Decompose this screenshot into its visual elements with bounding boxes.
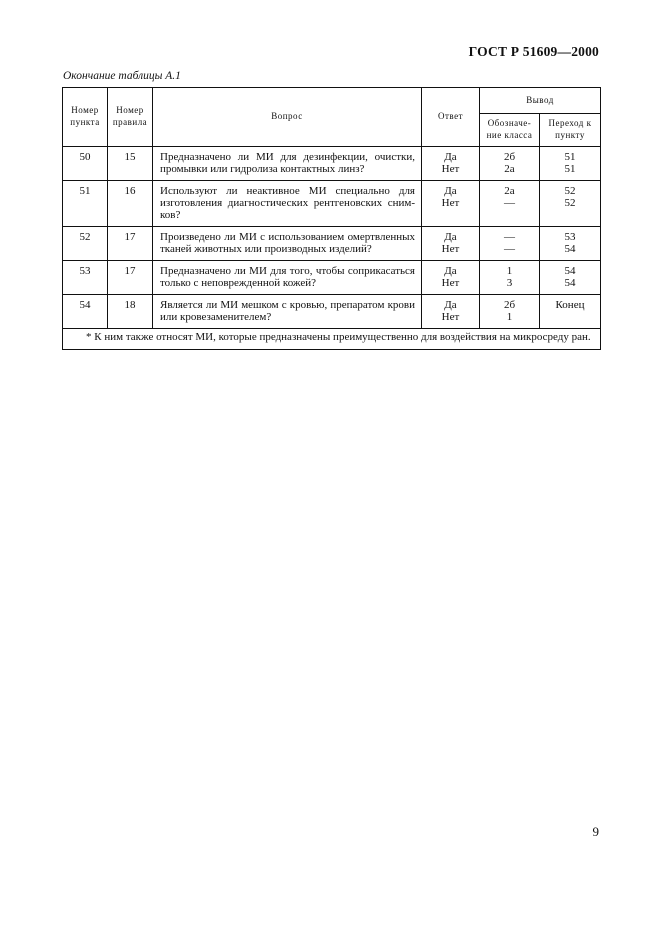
answer-cell: Да Нет bbox=[422, 295, 480, 329]
item-number: 53 bbox=[63, 261, 108, 295]
header-item-number: Номер пункта bbox=[63, 88, 108, 147]
header-go-to: Переход к пункту bbox=[540, 114, 601, 147]
rule-number: 16 bbox=[108, 181, 153, 227]
page-number: 9 bbox=[592, 824, 599, 839]
class-cell: 2а — bbox=[480, 181, 540, 227]
table-row bbox=[63, 295, 601, 329]
class-cell: 1 3 bbox=[480, 261, 540, 295]
next-item-cell: Конец bbox=[540, 295, 601, 329]
footnote-row bbox=[63, 329, 601, 350]
rule-number: 15 bbox=[108, 147, 153, 181]
next-item-cell: 53 54 bbox=[540, 227, 601, 261]
rule-number: 17 bbox=[108, 261, 153, 295]
answer-cell: Да Нет bbox=[422, 147, 480, 181]
classification-table bbox=[62, 87, 601, 350]
header-answer: Ответ bbox=[422, 88, 480, 147]
question-text: Используют ли неактивное МИ специально для изготовления диагностических рентгеновских сним-ков? bbox=[153, 181, 422, 227]
document-code: ГОСТ Р 51609—2000 bbox=[468, 44, 599, 59]
header-output: Вывод bbox=[480, 88, 601, 114]
question-text: Предназначено ли МИ для дезинфекции, очистки, промывки или гидролиза контактных линз? bbox=[153, 147, 422, 181]
question-text: Является ли МИ мешком с кровью, препаратом крови или кровезаменителем? bbox=[153, 295, 422, 329]
next-item-cell: 54 54 bbox=[540, 261, 601, 295]
header-rule-number: Номер правила bbox=[108, 88, 153, 147]
item-number: 54 bbox=[63, 295, 108, 329]
rule-number: 17 bbox=[108, 227, 153, 261]
item-number: 50 bbox=[63, 147, 108, 181]
item-number: 51 bbox=[63, 181, 108, 227]
class-cell: 2б 1 bbox=[480, 295, 540, 329]
class-cell: 2б 2а bbox=[480, 147, 540, 181]
table-caption: Окончание таблицы А.1 bbox=[63, 70, 181, 82]
table-row bbox=[63, 181, 601, 227]
answer-cell: Да Нет bbox=[422, 181, 480, 227]
answer-cell: Да Нет bbox=[422, 261, 480, 295]
item-number: 52 bbox=[63, 227, 108, 261]
next-item-cell: 52 52 bbox=[540, 181, 601, 227]
header-class-designation: Обозначе- ние класса bbox=[480, 114, 540, 147]
table-row bbox=[63, 227, 601, 261]
header-question: Вопрос bbox=[153, 88, 422, 147]
class-cell: — — bbox=[480, 227, 540, 261]
answer-cell: Да Нет bbox=[422, 227, 480, 261]
table-footnote: * К ним также относят МИ, которые предназначены преимущественно для воздействия на микросреду ран. bbox=[63, 329, 601, 350]
question-text: Произведено ли МИ с использованием омертвленных тканей животных или производных изделий? bbox=[153, 227, 422, 261]
rule-number: 18 bbox=[108, 295, 153, 329]
table-row bbox=[63, 261, 601, 295]
table-row bbox=[63, 147, 601, 181]
question-text: Предназначено ли МИ для того, чтобы соприкасаться только с неповрежденной кожей? bbox=[153, 261, 422, 295]
next-item-cell: 51 51 bbox=[540, 147, 601, 181]
